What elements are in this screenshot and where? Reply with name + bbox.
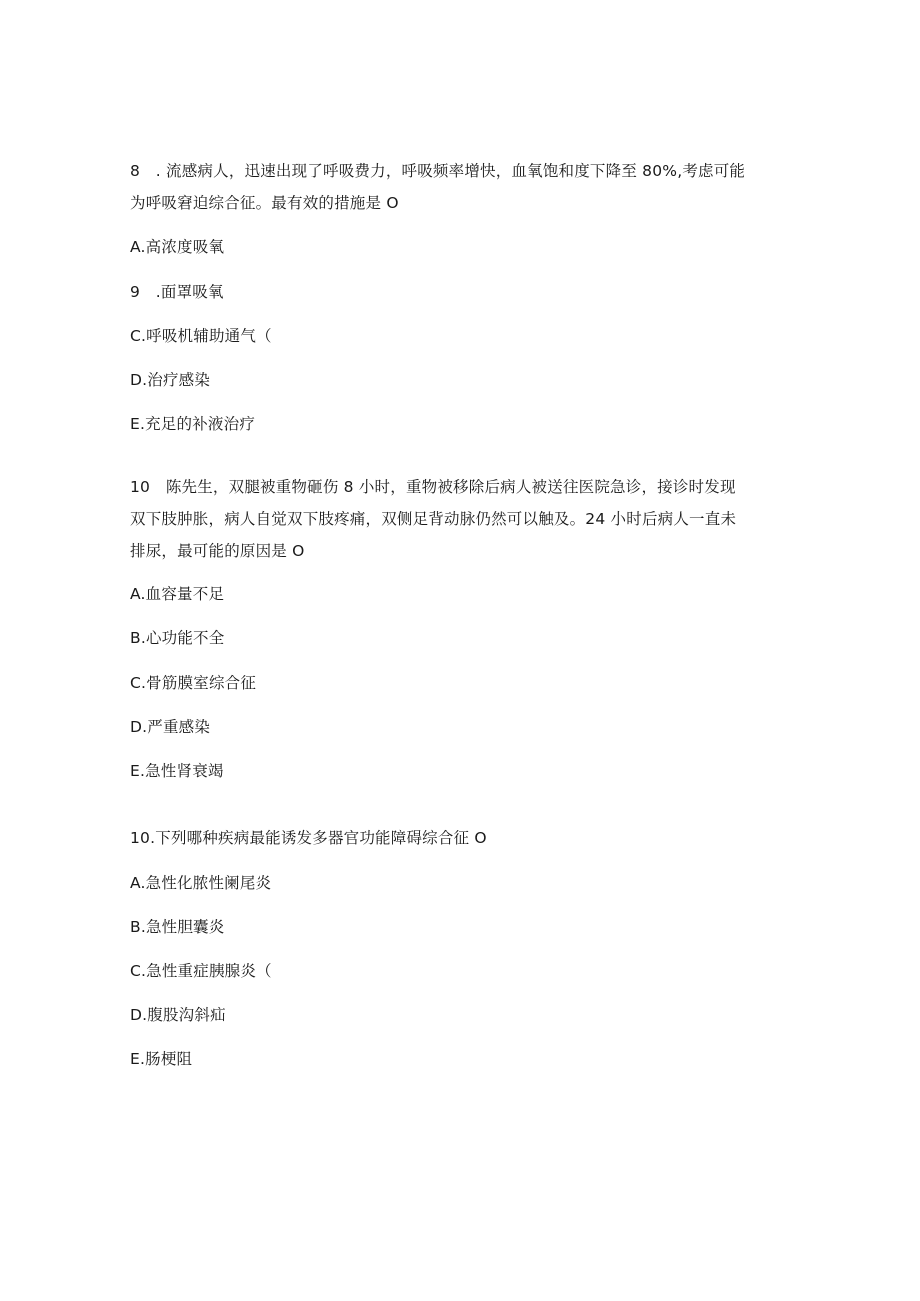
question-10a-option-c: C.骨筋膜室综合征 [130,674,257,692]
question-8-option-a: A.高浓度吸氧 [130,238,225,256]
question-10a-stem-line-2: 双下肢肿胀，病人自觉双下肢疼痛，双侧足背动脉仍然可以触及。24 小时后病人一直未 [130,510,737,528]
question-10a-option-b: B.心功能不全 [130,629,225,647]
question-8-option-c: C.呼吸机辅助通气（ [130,327,272,345]
question-8-option-e: E.充足的补液治疗 [130,415,256,433]
question-10b-option-a: A.急性化脓性阑尾炎 [130,874,272,892]
question-8-option-d: D.治疗感染 [130,371,211,389]
question-10a-option-d: D.严重感染 [130,718,211,736]
question-8-stem-line-2: 为呼吸窘迫综合征。最有效的措施是 O [130,194,399,212]
question-10a-option-e: E.急性肾衰竭 [130,762,224,780]
question-10b-option-e: E.肠梗阻 [130,1050,193,1068]
question-10b-option-c: C.急性重症胰腺炎（ [130,962,272,980]
question-10a-stem-line-1: 10 陈先生，双腿被重物砸伤 8 小时，重物被移除后病人被送往医院急诊，接诊时发现 [130,478,736,496]
question-10b-option-b: B.急性胆囊炎 [130,918,225,936]
question-10a-option-a: A.血容量不足 [130,585,225,603]
question-8-option-b: 9 .面罩吸氧 [130,283,224,301]
question-8-stem-line-1: 8 . 流感病人，迅速出现了呼吸费力，呼吸频率增快，血氧饱和度下降至 80%,考虑可能 [130,162,746,180]
question-10b-option-d: D.腹股沟斜疝 [130,1006,226,1024]
question-10a-stem-line-3: 排尿，最可能的原因是 O [130,542,305,560]
question-10b-stem-line-1: 10.下列哪种疾病最能诱发多器官功能障碍综合征 O [130,829,487,847]
